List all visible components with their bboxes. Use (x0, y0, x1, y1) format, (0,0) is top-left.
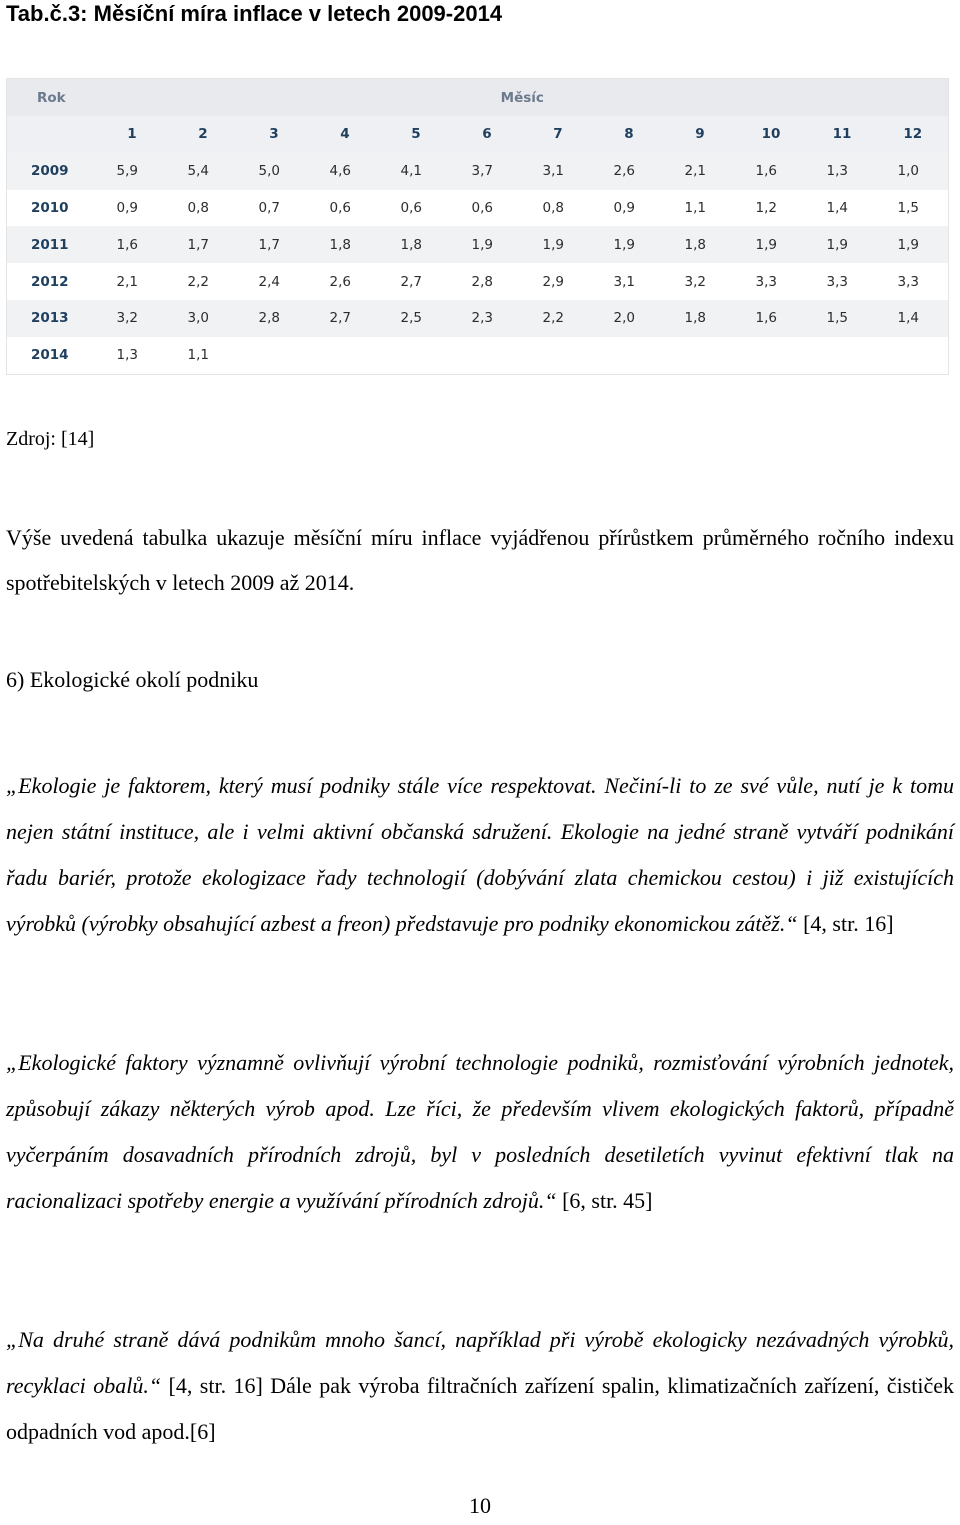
value-cell: 0,6 (381, 190, 452, 227)
table-row (7, 190, 949, 227)
value-cell: 1,7 (239, 226, 310, 263)
year-cell: 2010 (7, 190, 97, 227)
month-header-cell: 2 (168, 116, 239, 153)
month-column-header: Měsíc (97, 79, 949, 117)
value-cell: 1,2 (736, 190, 807, 227)
year-cell: 2014 (7, 337, 97, 374)
table-row (7, 153, 949, 190)
value-cell: 1,9 (807, 226, 878, 263)
month-header-cell: 10 (736, 116, 807, 153)
value-cell: 5,4 (168, 153, 239, 190)
value-cell: 1,1 (665, 190, 736, 227)
inflation-table-container (6, 78, 948, 375)
value-cell: 1,7 (168, 226, 239, 263)
value-cell: 1,4 (807, 190, 878, 227)
value-cell: 3,0 (168, 300, 239, 337)
quote-text: „Ekologie je faktorem, který musí podniky stále více respektovat. Nečiní-li to ze své vůle, nutí je k tomu nejen státní instituce, ale i velmi aktivní občanská sdružení. Ekologie na jedné straně vytváří podnikání řadu bariér, protože ekologizace řady technologií (dobývání zlata chemickou cestou) i již existujících výrobků (výrobky obsahující azbest a freon) představuje pro podniky ekonomickou zátěž.“ (6, 773, 954, 936)
citation-and-text: [4, str. 16] Dále pak výroba filtračních zařízení spalin, klimatizačních zařízení, čističek odpadních vod apod.[6] (6, 1373, 954, 1444)
value-cell (452, 337, 523, 374)
value-cell: 1,8 (381, 226, 452, 263)
value-cell (523, 337, 594, 374)
value-cell (878, 337, 949, 374)
value-cell: 1,4 (878, 300, 949, 337)
quote-ecology-factor (6, 763, 954, 947)
value-cell: 2,1 (665, 153, 736, 190)
value-cell: 0,7 (239, 190, 310, 227)
value-cell: 0,9 (97, 190, 168, 227)
month-header-cell: 1 (97, 116, 168, 153)
value-cell: 2,7 (310, 300, 381, 337)
value-cell: 3,3 (807, 263, 878, 300)
value-cell: 1,6 (736, 300, 807, 337)
value-cell (310, 337, 381, 374)
value-cell: 0,8 (168, 190, 239, 227)
month-header-cell: 6 (452, 116, 523, 153)
value-cell: 1,6 (97, 226, 168, 263)
value-cell: 0,8 (523, 190, 594, 227)
value-cell: 2,6 (594, 153, 665, 190)
value-cell: 2,4 (239, 263, 310, 300)
value-cell: 0,6 (310, 190, 381, 227)
year-cell: 2011 (7, 226, 97, 263)
month-header-cell: 7 (523, 116, 594, 153)
value-cell: 2,9 (523, 263, 594, 300)
month-header-cell: 5 (381, 116, 452, 153)
table-row (7, 263, 949, 300)
quote-opportunities (6, 1317, 954, 1455)
value-cell: 1,8 (665, 226, 736, 263)
value-cell: 2,8 (452, 263, 523, 300)
table-row (7, 337, 949, 374)
value-cell: 2,1 (97, 263, 168, 300)
value-cell: 2,8 (239, 300, 310, 337)
table-caption: Tab.č.3: Měsíční míra inflace v letech 2009-2014 (6, 1, 503, 26)
value-cell: 3,3 (736, 263, 807, 300)
value-cell (807, 337, 878, 374)
month-header-cell: 9 (665, 116, 736, 153)
value-cell: 1,0 (878, 153, 949, 190)
value-cell: 2,0 (594, 300, 665, 337)
value-cell: 3,1 (594, 263, 665, 300)
value-cell: 1,9 (594, 226, 665, 263)
month-header-cell: 4 (310, 116, 381, 153)
year-cell: 2012 (7, 263, 97, 300)
value-cell: 3,2 (665, 263, 736, 300)
month-header-cell: 11 (807, 116, 878, 153)
value-cell: 3,7 (452, 153, 523, 190)
year-column-header: Rok (7, 79, 97, 117)
value-cell: 5,0 (239, 153, 310, 190)
value-cell: 1,6 (736, 153, 807, 190)
value-cell: 1,1 (168, 337, 239, 374)
value-cell: 1,9 (878, 226, 949, 263)
value-cell (665, 337, 736, 374)
value-cell: 1,5 (878, 190, 949, 227)
quote-text: „Ekologické faktory významně ovlivňují výrobní technologie podniků, rozmisťování výrobních jednotek, způsobují zákazy některých výrob apod. Lze říci, že především vlivem ekologických faktorů, případně vyčerpáním dosavadních přírodních zdrojů, byl v posledních desetiletích vyvinut efektivní tlak na racionalizaci spotřeby energie a využívání přírodních zdrojů.“ (6, 1050, 954, 1213)
table-source: Zdroj: [14] (6, 428, 95, 450)
value-cell: 2,5 (381, 300, 452, 337)
value-cell: 1,5 (807, 300, 878, 337)
value-cell: 1,9 (452, 226, 523, 263)
value-cell: 4,6 (310, 153, 381, 190)
value-cell: 2,2 (523, 300, 594, 337)
value-cell: 3,2 (97, 300, 168, 337)
value-cell: 1,8 (665, 300, 736, 337)
value-cell: 0,6 (452, 190, 523, 227)
value-cell: 2,6 (310, 263, 381, 300)
value-cell: 1,3 (807, 153, 878, 190)
table-header-row (7, 79, 949, 117)
value-cell: 2,2 (168, 263, 239, 300)
month-header-cell: 8 (594, 116, 665, 153)
table-row (7, 300, 949, 337)
value-cell: 3,1 (523, 153, 594, 190)
quote-ecological-factors (6, 1040, 954, 1224)
year-cell: 2009 (7, 153, 97, 190)
value-cell: 3,3 (878, 263, 949, 300)
value-cell (594, 337, 665, 374)
citation: [4, str. 16] (803, 911, 894, 936)
value-cell: 1,9 (736, 226, 807, 263)
value-cell: 1,3 (97, 337, 168, 374)
empty-header-cell (7, 116, 97, 153)
value-cell (239, 337, 310, 374)
value-cell: 1,9 (523, 226, 594, 263)
table-description-paragraph: Výše uvedená tabulka ukazuje měsíční míru inflace vyjádřenou přírůstkem průměrného ročního indexu spotřebitelských v letech 2009 až 2014. (6, 525, 954, 595)
value-cell (381, 337, 452, 374)
value-cell: 4,1 (381, 153, 452, 190)
month-header-cell: 12 (878, 116, 949, 153)
year-cell: 2013 (7, 300, 97, 337)
value-cell: 0,9 (594, 190, 665, 227)
value-cell (736, 337, 807, 374)
page-number: 10 (469, 1493, 491, 1518)
table-row (7, 226, 949, 263)
quote-text: „Na druhé straně dává podnikům mnoho šancí, například při výrobě ekologicky nezávadných výrobků, recyklaci obalů.“ (6, 1327, 954, 1398)
citation: [6, str. 45] (562, 1188, 653, 1213)
value-cell: 1,8 (310, 226, 381, 263)
value-cell: 2,3 (452, 300, 523, 337)
value-cell: 5,9 (97, 153, 168, 190)
section-heading: 6) Ekologické okolí podniku (6, 667, 259, 692)
month-numbers-row (7, 116, 949, 153)
month-header-cell: 3 (239, 116, 310, 153)
value-cell: 2,7 (381, 263, 452, 300)
inflation-table (6, 78, 949, 375)
